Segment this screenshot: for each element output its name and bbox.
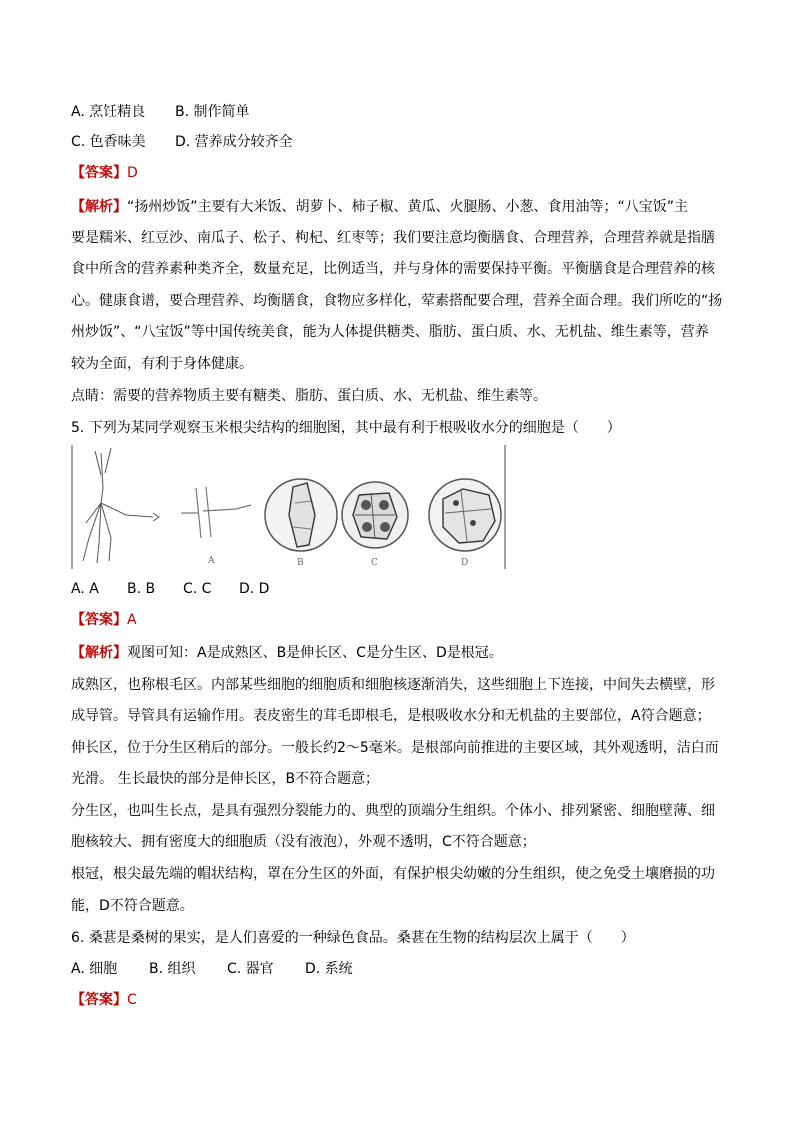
q4-options-row-1: [71, 102, 250, 122]
q5-analysis-line-2: 成导管。导管具有运输作用。表皮密生的茸毛即根毛，是根吸收水分和无机盐的主要部位，A符合题意；: [71, 708, 711, 724]
seedling-drawing: [83, 448, 159, 563]
q5-options-row: [71, 579, 269, 599]
q5-question: 5. 下列为某同学观察玉米根尖结构的细胞图，其中最有利于根吸收水分的细胞是（ ）: [71, 420, 621, 436]
analysis-text: “扬州炒饭”主要有大米饭、胡萝卜、柿子椒、黄瓜、火腿肠、小葱、食用油等；“八宝饭”主: [127, 199, 689, 215]
q4-option-d: D. 营养成分较齐全: [175, 134, 293, 150]
figure-svg: [71, 443, 507, 571]
cell-b-drawing: [265, 479, 337, 551]
q6-option-c: C. 器官: [227, 961, 274, 977]
q5-analysis-line-7: 根冠，根尖最先端的帽状结构，罩在分生区的外面，有保护根尖幼嫩的分生组织，使之免受土壤磨损的功: [71, 866, 715, 882]
answer-label: 【答案】: [71, 165, 127, 181]
q5-option-a: A. A: [71, 581, 99, 597]
figure-label-a: A: [208, 556, 215, 566]
q5-analysis-line-6: 胞核较大、拥有密度大的细胞质（没有液泡），外观不透明，C不符合题意；: [71, 834, 536, 850]
q5-analysis-line-8: 能，D不符合题意。: [71, 898, 194, 914]
q5-analysis-line-4: 光滑。 生长最快的部分是伸长区，B不符合题意；: [71, 771, 380, 787]
answer-label: 【答案】: [71, 612, 127, 628]
q6-option-d: D. 系统: [305, 961, 353, 977]
answer-value: A: [127, 612, 137, 628]
cell-a-drawing: [181, 487, 251, 538]
q4-tip: 点睛：需要的营养物质主要有糖类、脂肪、蛋白质、水、无机盐、维生素等。: [71, 388, 547, 404]
q4-analysis-line-4: 心。健康食谱，要合理营养、均衡膳食，食物应多样化，荤素搭配要合理，营养全面合理。我们所吃的“扬: [71, 293, 723, 309]
q5-analysis-line-3: 伸长区，位于分生区稍后的部分。一般长约2～5毫米。是根部向前推进的主要区域，其外观透明，洁白而: [71, 740, 719, 756]
analysis-label: 【解析】: [71, 645, 127, 661]
q4-answer: [71, 163, 138, 183]
q6-option-a: A. 细胞: [71, 961, 118, 977]
q6-question: 6. 桑葚是桑树的果实，是人们喜爱的一种绿色食品。桑葚在生物的结构层次上属于（ ）: [71, 930, 635, 946]
root-cell-figure: [71, 443, 507, 571]
figure-label-d: D: [461, 558, 469, 568]
q5-option-c: C. C: [183, 581, 212, 597]
q6-option-b: B. 组织: [149, 961, 196, 977]
q5-analysis-line-1: 成熟区，也称根毛区。内部某些细胞的细胞质和细胞核逐渐消失，这些细胞上下连接，中间失去横壁，形: [71, 677, 715, 693]
answer-value: D: [127, 165, 138, 181]
q5-analysis-line-0: [71, 643, 503, 663]
q6-answer: [71, 990, 137, 1010]
answer-value: C: [127, 992, 137, 1008]
q4-analysis-line-1: [71, 197, 688, 217]
analysis-text: 观图可知：A是成熟区、B是伸长区、C是分生区、D是根冠。: [127, 645, 503, 661]
q4-analysis-line-3: 食中所含的营养素种类齐全，数量充足，比例适当，并与身体的需要保持平衡。平衡膳食是合理营养的核: [71, 261, 715, 277]
q6-options-row: [71, 959, 353, 979]
q4-analysis-line-2: 要是糯米、红豆沙、南瓜子、松子、枸杞、红枣等；我们要注意均衡膳食、合理营养，合理营养就是指膳: [71, 230, 715, 246]
figure-label-b: B: [297, 558, 304, 568]
q4-option-b: B. 制作简单: [175, 104, 250, 120]
q5-answer: [71, 610, 137, 630]
q4-option-a: A. 烹饪精良: [71, 104, 146, 120]
cell-d-drawing: [429, 479, 501, 551]
cell-c-drawing: [342, 482, 408, 548]
q5-analysis-line-5: 分生区，也叫生长点，是具有强烈分裂能力的、典型的顶端分生组织。个体小、排列紧密、细胞壁薄、细: [71, 803, 715, 819]
analysis-label: 【解析】: [71, 199, 127, 215]
q4-option-c: C. 色香味美: [71, 134, 146, 150]
figure-label-c: C: [371, 558, 378, 568]
q4-analysis-line-6: 较为全面，有利于身体健康。: [71, 356, 253, 372]
q5-option-d: D. D: [239, 581, 270, 597]
q5-option-b: B. B: [127, 581, 156, 597]
answer-label: 【答案】: [71, 992, 127, 1008]
q4-analysis-line-5: 州炒饭”、“八宝饭”等中国传统美食，能为人体提供糖类、脂肪、蛋白质、水、无机盐、维生素等，营养: [71, 324, 709, 340]
q4-options-row-2: [71, 132, 293, 152]
